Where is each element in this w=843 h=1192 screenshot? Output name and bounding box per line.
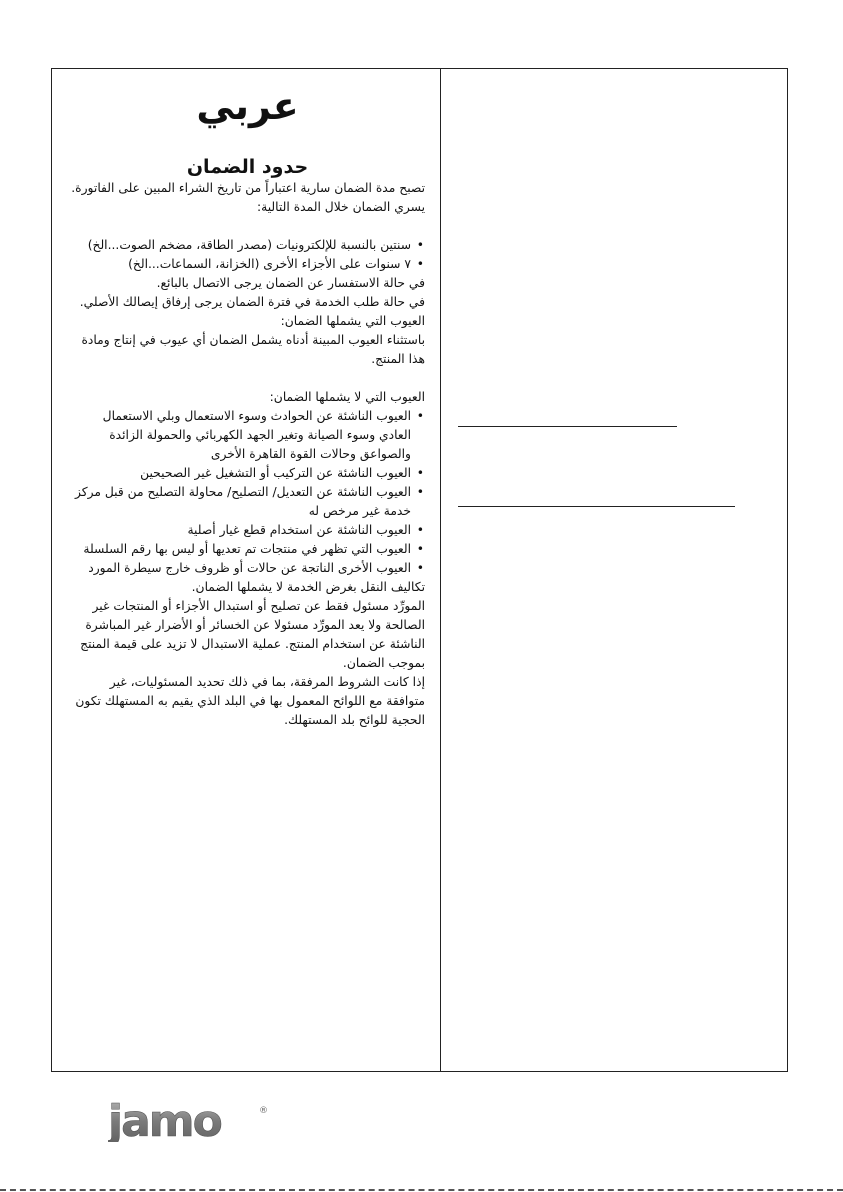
covered-title: العيوب التي يشملها الضمان: xyxy=(280,314,425,328)
jamo-logo-graphic xyxy=(108,1102,268,1142)
warranty-period-list xyxy=(70,236,425,274)
local-law-text: إذا كانت الشروط المرفقة، بما في ذلك تحديد المسئوليات، غير متوافقة مع اللوائح المعمول بها في البلد الذي يقيم به المستهلك تكون الحجية للوائح بلد المستهلك. xyxy=(75,675,425,727)
language-heading: عربي xyxy=(196,84,299,128)
list-item: • ٧ سنوات على الأجزاء الأخرى (الخزانة، السماعات...الخ) xyxy=(70,255,411,274)
cut-line xyxy=(0,1189,843,1191)
service-request-text: في حالة طلب الخدمة في فترة الضمان يرجى إرفاق إيصالك الأصلي. xyxy=(79,295,425,309)
list-item: • العيوب الناشئة عن التعديل/ التصليح/ محاولة التصليح من قبل مركز خدمة غير مرخص له xyxy=(70,483,411,521)
not-covered-list xyxy=(70,407,425,578)
list-item: • سنتين بالنسبة للإلكترونيات (مصدر الطاقة، مضخم الصوت...الخ) xyxy=(70,236,411,255)
jamo-logo xyxy=(108,1102,268,1142)
intro-block xyxy=(70,179,425,217)
list-item: • العيوب الناشئة عن التركيب أو التشغيل غير الصحيحين xyxy=(70,464,411,483)
arabic-warranty-column xyxy=(70,83,425,730)
covered-block xyxy=(70,312,425,369)
supplier-liability-text: المورِّد مسئول فقط عن تصليح أو استبدال الأجزاء أو المنتجات غير الصالحة ولا يعد المورِّد مسئولا عن الخسائر أو الأضرار غير المباشرة الناشئة عن استخدام المنتج. عملية الاستبدال لا تزيد على قيمة المنتج بموجب الضمان. xyxy=(80,599,425,670)
logo-wordmark: jamo xyxy=(108,1102,221,1142)
transport-text: تكاليف النقل بغرض الخدمة لا يشملها الضمان. xyxy=(191,580,425,594)
list-item: • العيوب الناشئة عن استخدام قطع غيار أصلية xyxy=(70,521,411,540)
inquiry-text: في حالة الاستفسار عن الضمان يرجى الاتصال بالبائع. xyxy=(156,276,425,290)
list-item: • العيوب الناشئة عن الحوادث وسوء الاستعمال وبلي الاستعمال العادي وسوء الصيانة وتغير الجهد الكهربائي والحمولة الزائدة والصواعق وحالات القوة القاهرة الأخرى xyxy=(70,407,411,464)
intro-line: تصبح مدة الضمان سارية اعتباراً من تاريخ الشراء المبين على الفاتورة. xyxy=(71,181,425,195)
column-divider xyxy=(440,69,441,1071)
signature-line xyxy=(458,426,677,427)
registered-mark: ® xyxy=(259,1106,268,1116)
warranty-card-frame xyxy=(51,68,788,1072)
not-covered-title: العيوب التي لا يشملها الضمان: xyxy=(269,390,425,404)
signature-line xyxy=(458,506,735,507)
section-title: حدود الضمان xyxy=(186,156,309,178)
list-item: • العيوب التي تظهر في منتجات تم تعديها أو ليس بها رقم السلسلة xyxy=(70,540,411,559)
list-item: • العيوب الأخرى الناتجة عن حالات أو ظروف خارج سيطرة المورد xyxy=(70,559,411,578)
covered-text: باستثناء العيوب المبينة أدناه يشمل الضمان أي عيوب في إنتاج ومادة هذا المنتج. xyxy=(81,333,425,366)
intro-line: يسري الضمان خلال المدة التالية: xyxy=(256,200,425,214)
